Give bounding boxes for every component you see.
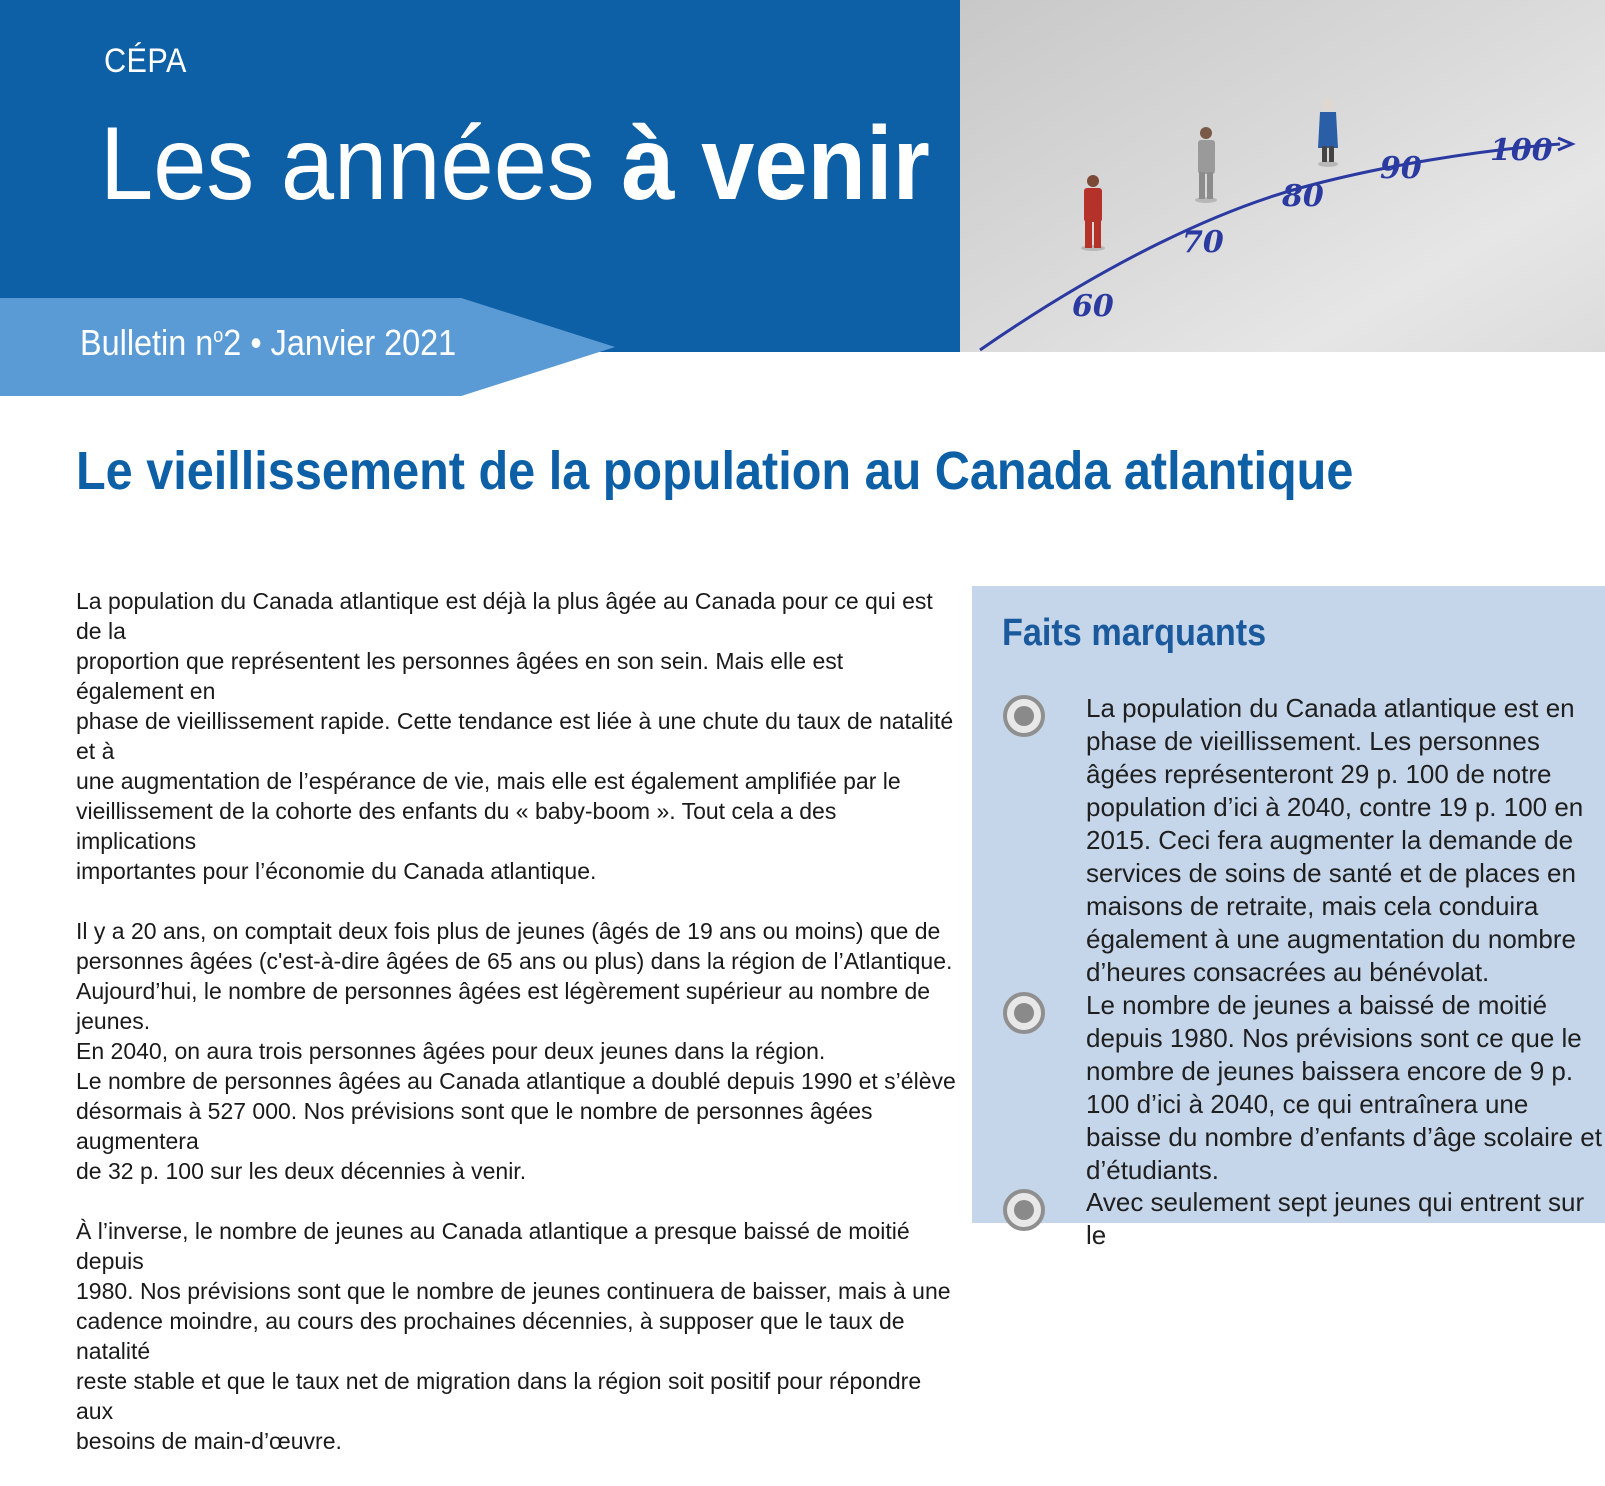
age-ruler-illustration	[960, 0, 1605, 352]
radio-bullet-icon	[1002, 991, 1046, 1035]
article-paragraph-2: Il y a 20 ans, on comptait deux fois plus de jeunes (âgés de 19 ans ou moins) que de personnes âgées (c'est-à-dire âgées de 65 ans ou plus) dans la région de l’Atlantique. Aujourd’hui, le nombre de personnes âgées est légèrement supérieur au nombre de jeunes. En 2040, on aura trois personnes âgées pour deux jeunes dans la région. Le nombre de personnes âgées au Canada atlantique a doublé depuis 1990 et s’élève désormais à 527 000. Nos prévisions sont que le nombre de personnes âgées augmentera de 32 p. 100 sur les deux décennies à venir.	[76, 918, 956, 1184]
arrow-head-icon	[1558, 138, 1572, 150]
ruler-label-70: 70	[1182, 225, 1224, 260]
article-body	[76, 586, 956, 1486]
highlight-text: La population du Canada atlantique est en phase de vieillissement. Les personnes âgées représenteront 29 p. 100 de notre population d’ici à 2040, contre 19 p. 100 en 2015. Ceci fera augmenter la demande de services de soins de santé et de places en maisons de retraite, mais cela conduira également à une augmentation du nombre d’heures consacrées au bénévolat.	[1086, 693, 1584, 987]
bulletin-prefix: Bulletin n	[80, 322, 214, 363]
radio-bullet-icon	[1002, 694, 1046, 738]
bulletin-sup: o	[213, 325, 224, 347]
figure-blue-icon	[1318, 99, 1338, 167]
ruler-label-80: 80	[1282, 179, 1324, 214]
highlights-title: Faits marquants	[1002, 612, 1267, 654]
ruler-label-100: 100	[1490, 133, 1553, 168]
ruler-label-60: 60	[1072, 289, 1114, 324]
ruler-label-90: 90	[1380, 151, 1422, 186]
highlight-text: Avec seulement sept jeunes qui entrent sur le	[1086, 1187, 1585, 1250]
figure-grey-icon	[1195, 127, 1217, 203]
age-curve-line	[980, 144, 1560, 350]
title-regular: Les années	[100, 106, 622, 222]
org-name: CÉPA	[104, 42, 187, 80]
bulletin-suffix: 2 • Janvier 2021	[223, 322, 457, 363]
highlights-panel	[972, 586, 1605, 1250]
publication-title	[100, 106, 930, 222]
title-bold: à venir	[621, 106, 930, 222]
figure-red-icon	[1081, 175, 1105, 251]
header-photo	[960, 0, 1605, 352]
article-paragraph-1: La population du Canada atlantique est déjà la plus âgée au Canada pour ce qui est de la proportion que représentent les personnes âgées en son sein. Mais elle est également en phase de vieillissement rapide. Cette tendance est liée à une chute du taux de natalité et à une augmentation de l’espérance de vie, mais elle est également amplifiée par le vieillissement de la cohorte des enfants du « baby-boom ». Tout cela a des implications importantes pour l’économie du Canada atlantique.	[76, 588, 954, 884]
article-paragraph-3: À l’inverse, le nombre de jeunes au Canada atlantique a presque baissé de moitié depuis 1980. Nos prévisions sont que le nombre de jeunes continuera de baisser, mais à une cadence moindre, au cours des prochaines décennies, à supposer que le taux de natalité reste stable et que le taux net de migration dans la région soit positif pour répondre aux besoins de main-d’œuvre.	[76, 1218, 951, 1454]
radio-bullet-icon	[1002, 1188, 1046, 1232]
bulletin-label	[80, 322, 456, 364]
article-title: Le vieillissement de la population au Canada atlantique	[76, 441, 1354, 501]
highlight-text: Le nombre de jeunes a baissé de moitié depuis 1980. Nos prévisions sont ce que le nombre de jeunes baissera encore de 9 p. 100 d’ici à 2040, ce qui entraînera une baisse du nombre d’enfants d’âge scolaire et d’étudiants.	[1086, 990, 1602, 1185]
